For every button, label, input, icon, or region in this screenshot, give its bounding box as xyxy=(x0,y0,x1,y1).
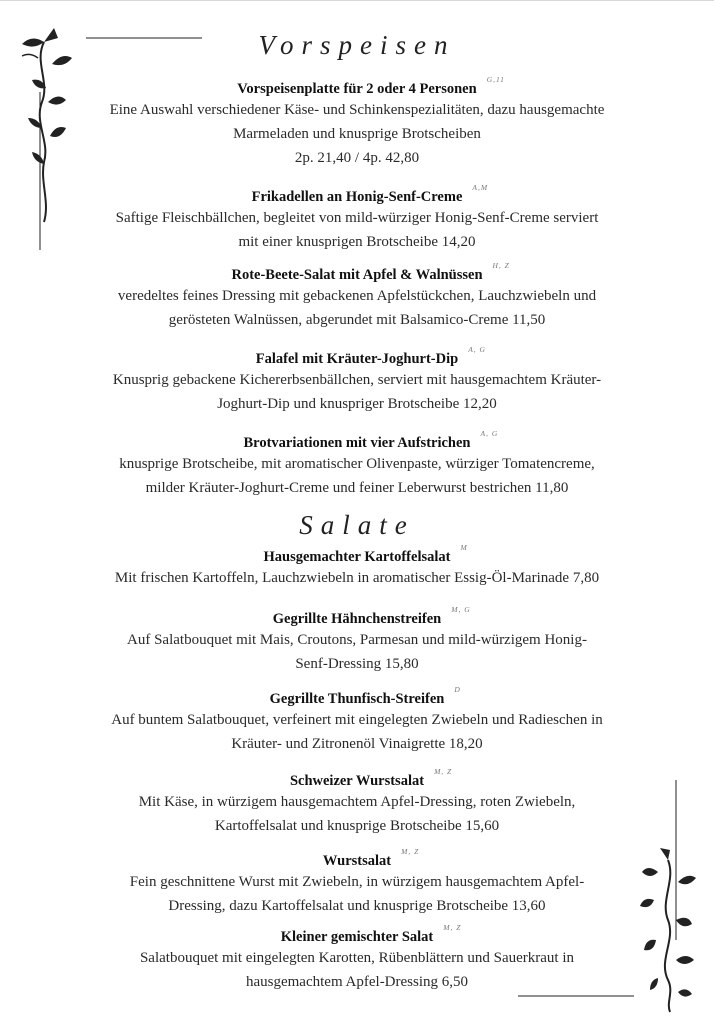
dish-description xyxy=(0,628,714,676)
description-line: Dressing, dazu Kartoffelsalat und knusprige Brotscheibe 13,60 xyxy=(168,898,546,914)
allergen-codes: H, Z xyxy=(492,261,510,270)
price-line: 2p. 21,40 / 4p. 42,80 xyxy=(294,150,420,166)
description-line: Senf-Dressing 15,80 xyxy=(295,656,419,672)
dish-name: Falafel mit Kräuter-Joghurt-Dip xyxy=(255,351,459,367)
menu-item xyxy=(0,767,714,838)
dish-name: Wurstsalat xyxy=(322,853,392,869)
allergen-codes: M, Z xyxy=(434,767,453,776)
description-line: Fein geschnittene Wurst mit Zwiebeln, in würzigem hausgemachtem Apfel- xyxy=(129,874,585,890)
dish-name: Brotvariationen mit vier Aufstrichen xyxy=(243,435,471,451)
menu-item xyxy=(0,685,714,756)
description-line: Marmeladen und knusprige Brotscheiben xyxy=(233,126,481,142)
allergen-codes: D xyxy=(454,685,461,694)
menu-item xyxy=(0,847,714,918)
menu-item xyxy=(0,543,714,590)
description-line: Mit frischen Kartoffeln, Lauchzwiebeln in aromatischer Essig-Öl-Marinade 7,80 xyxy=(114,570,600,586)
description-line: Kartoffelsalat und knusprige Brotscheibe 15,60 xyxy=(214,818,500,834)
allergen-codes: A,M xyxy=(472,183,489,192)
allergen-codes: A, G xyxy=(480,429,499,438)
dish-name: Frikadellen an Honig-Senf-Creme xyxy=(251,189,463,205)
allergen-codes: G,11 xyxy=(486,75,505,84)
top-border xyxy=(0,0,714,1)
dish-description xyxy=(0,98,714,170)
description-line: Mit Käse, in würzigem hausgemachtem Apfel-Dressing, roten Zwiebeln, xyxy=(138,794,576,810)
dish-description xyxy=(0,870,714,918)
dish-description xyxy=(0,284,714,332)
dish-name: Gegrillte Thunfisch-Streifen xyxy=(269,691,445,707)
description-line: milder Kräuter-Joghurt-Creme und feiner Leberwurst bestrichen 11,80 xyxy=(145,480,569,496)
dish-name: Hausgemachter Kartoffelsalat xyxy=(263,549,451,565)
allergen-codes: M xyxy=(460,543,468,552)
dish-description xyxy=(0,452,714,500)
dish-description xyxy=(0,206,714,254)
allergen-codes: A, G xyxy=(468,345,486,354)
menu-item xyxy=(0,605,714,676)
menu-item xyxy=(0,923,714,994)
description-line: Knusprig gebackene Kichererbsenbällchen, serviert mit hausgemachtem Kräuter- xyxy=(112,372,602,388)
section-title-vorspeisen: Vorspeisen xyxy=(258,30,456,60)
description-line: veredeltes feines Dressing mit gebackenen Apfelstückchen, Lauchzwiebeln und xyxy=(117,288,597,304)
description-line: hausgemachtem Apfel-Dressing 6,50 xyxy=(245,974,469,990)
description-line: Salatbouquet mit eingelegten Karotten, Rübenblättern und Sauerkraut in xyxy=(139,950,575,966)
description-line: Auf Salatbouquet mit Mais, Croutons, Parmesan und mild-würzigem Honig- xyxy=(127,632,587,648)
dish-description xyxy=(0,368,714,416)
dish-description xyxy=(0,946,714,994)
description-line: mit einer knusprigen Brotscheibe 14,20 xyxy=(238,234,476,250)
section-title-salate: Salate xyxy=(299,510,415,540)
dish-description xyxy=(0,708,714,756)
description-line: Joghurt-Dip und knuspriger Brotscheibe 12,20 xyxy=(217,396,497,412)
description-line: Kräuter- und Zitronenöl Vinaigrette 18,20 xyxy=(231,736,483,752)
description-line: Auf buntem Salatbouquet, verfeinert mit eingelegten Zwiebeln und Radieschen in xyxy=(111,712,603,728)
dish-name: Rote-Beete-Salat mit Apfel & Walnüssen xyxy=(231,267,483,283)
dish-name: Schweizer Wurstsalat xyxy=(289,773,425,789)
dish-name: Gegrillte Hähnchenstreifen xyxy=(272,611,442,627)
menu-item xyxy=(0,261,714,332)
allergen-codes: M, G xyxy=(451,605,471,614)
menu-item xyxy=(0,345,714,416)
description-line: gerösteten Walnüssen, abgerundet mit Balsamico-Creme 11,50 xyxy=(168,312,546,328)
dish-name: Kleiner gemischter Salat xyxy=(280,929,434,945)
description-line: Saftige Fleischbällchen, begleitet von mild-würziger Honig-Senf-Creme serviert xyxy=(115,210,599,226)
description-line: Eine Auswahl verschiedener Käse- und Schinkenspezialitäten, dazu hausgemachte xyxy=(109,102,605,118)
dish-name: Vorspeisenplatte für 2 oder 4 Personen xyxy=(237,81,477,97)
allergen-codes: M, Z xyxy=(443,923,462,932)
dish-description xyxy=(0,790,714,838)
description-line: knusprige Brotscheibe, mit aromatischer Olivenpaste, würziger Tomatencreme, xyxy=(119,456,595,472)
allergen-codes: M, Z xyxy=(401,847,420,856)
menu-item xyxy=(0,75,714,170)
dish-description xyxy=(0,566,714,590)
menu-item xyxy=(0,183,714,254)
menu-item xyxy=(0,429,714,500)
